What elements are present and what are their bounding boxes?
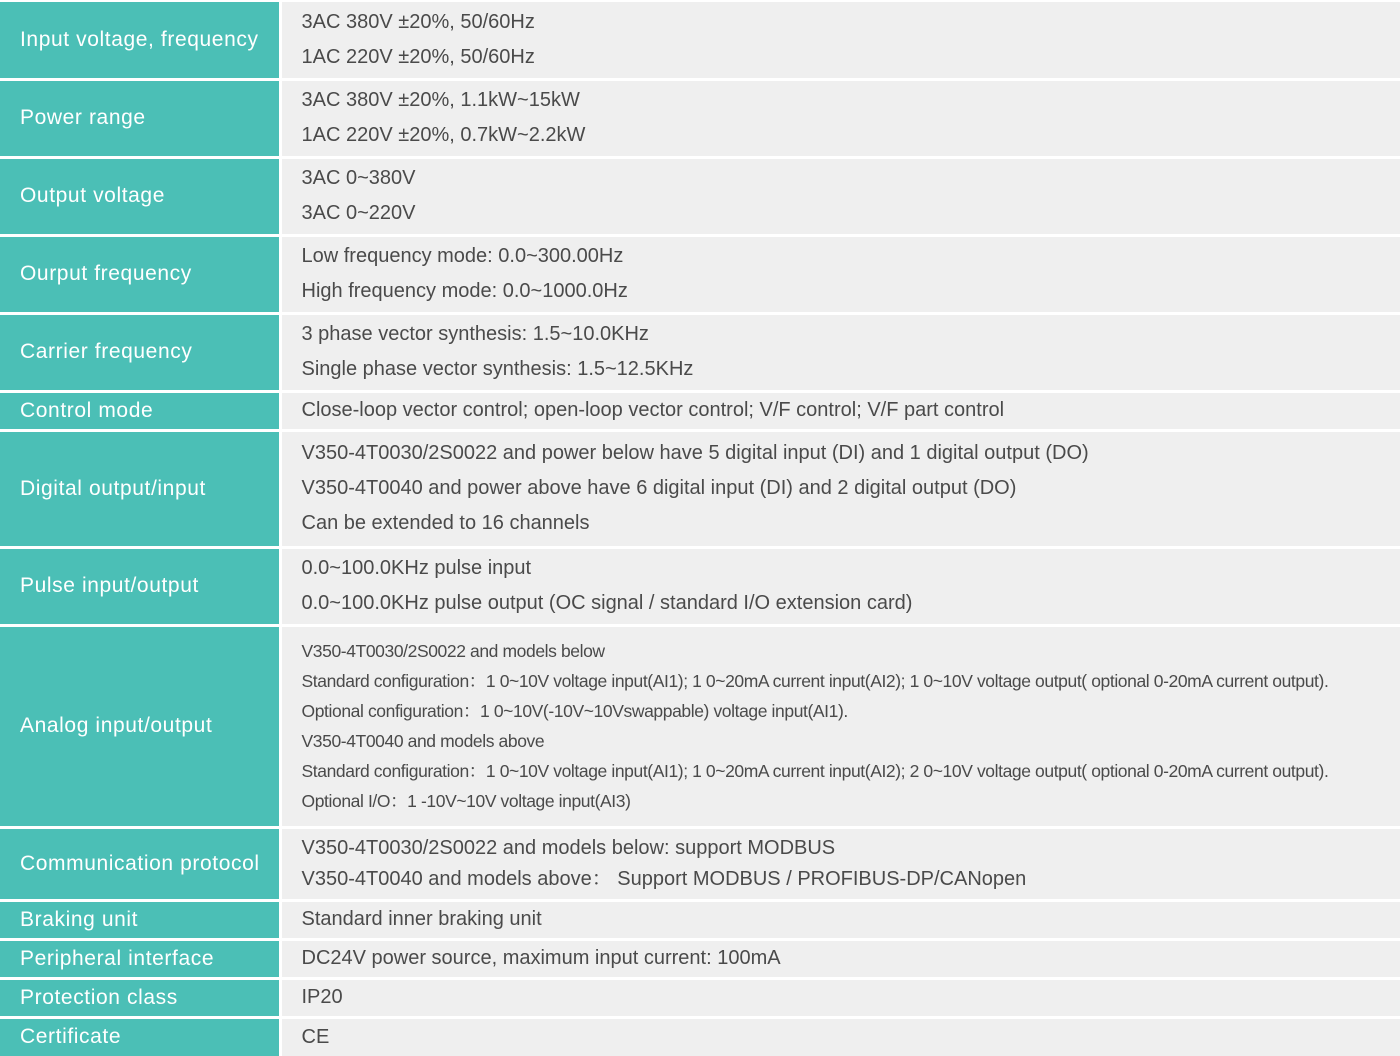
spec-value-line: 1AC 220V ±20%, 0.7kW~2.2kW (302, 118, 1400, 153)
spec-label: Peripheral interface (0, 939, 280, 978)
spec-row-output-voltage (0, 157, 1400, 235)
spec-value-line: Can be extended to 16 channels (302, 506, 1400, 541)
spec-row-power-range (0, 79, 1400, 157)
spec-value-line: V350-4T0040 and models above： Support MODBUS / PROFIBUS-DP/CANopen (302, 864, 1400, 895)
spec-row-input-voltage (0, 1, 1400, 79)
spec-value (280, 313, 1400, 391)
spec-row-certificate (0, 1017, 1400, 1056)
spec-value-line: Standard configuration：1 0~10V voltage input(AI1); 1 0~20mA current input(AI2); 2 0~10V voltage output( optional 0-20mA current output). (302, 756, 1400, 786)
spec-value (280, 79, 1400, 157)
spec-value-line: V350-4T0030/2S0022 and models below: support MODBUS (302, 833, 1400, 864)
spec-value (280, 1, 1400, 79)
spec-label: Output voltage (0, 157, 280, 235)
spec-value-line: CE (302, 1020, 1400, 1055)
spec-value (280, 430, 1400, 547)
spec-value (280, 625, 1400, 827)
spec-value-line: 3AC 0~220V (302, 196, 1400, 231)
spec-value (280, 157, 1400, 235)
spec-row-analog-io (0, 625, 1400, 827)
spec-value-line: Standard configuration：1 0~10V voltage input(AI1); 1 0~20mA current input(AI2); 1 0~10V voltage output( optional 0-20mA current output). (302, 666, 1400, 696)
spec-value-line: Single phase vector synthesis: 1.5~12.5KHz (302, 352, 1400, 387)
spec-value (280, 391, 1400, 430)
spec-value-line: Low frequency mode: 0.0~300.00Hz (302, 239, 1400, 274)
spec-value-line: 3AC 380V ±20%, 1.1kW~15kW (302, 83, 1400, 118)
spec-label: Ourput frequency (0, 235, 280, 313)
spec-row-braking-unit (0, 900, 1400, 939)
spec-label: Protection class (0, 978, 280, 1017)
spec-label: Control mode (0, 391, 280, 430)
spec-value (280, 939, 1400, 978)
spec-value (280, 900, 1400, 939)
spec-label: Communication protocol (0, 827, 280, 900)
spec-value-line: 3AC 0~380V (302, 161, 1400, 196)
spec-label: Certificate (0, 1017, 280, 1056)
spec-value-line: V350-4T0030/2S0022 and power below have 5 digital input (DI) and 1 digital output (DO) (302, 436, 1400, 471)
spec-value-line: 0.0~100.0KHz pulse input (302, 551, 1400, 586)
spec-label: Analog input/output (0, 625, 280, 827)
spec-row-communication-protocol (0, 827, 1400, 900)
spec-row-pulse-io (0, 547, 1400, 625)
spec-value-line: 0.0~100.0KHz pulse output (OC signal / standard I/O extension card) (302, 586, 1400, 621)
spec-label: Input voltage, frequency (0, 1, 280, 79)
spec-value-line: IP20 (302, 980, 1400, 1015)
spec-row-carrier-frequency (0, 313, 1400, 391)
spec-value-line: Optional configuration：1 0~10V(-10V~10Vswappable) voltage input(AI1). (302, 696, 1400, 726)
spec-row-digital-io (0, 430, 1400, 547)
spec-label: Power range (0, 79, 280, 157)
spec-value (280, 827, 1400, 900)
spec-row-output-frequency (0, 235, 1400, 313)
spec-value-line: 1AC 220V ±20%, 50/60Hz (302, 40, 1400, 75)
spec-value (280, 1017, 1400, 1056)
spec-value-line: Optional I/O：1 -10V~10V voltage input(AI3) (302, 786, 1400, 816)
spec-value-line: Standard inner braking unit (302, 902, 1400, 937)
spec-label: Pulse input/output (0, 547, 280, 625)
spec-row-protection-class (0, 978, 1400, 1017)
spec-value-line: V350-4T0030/2S0022 and models below (302, 636, 1400, 666)
spec-value (280, 547, 1400, 625)
spec-value (280, 235, 1400, 313)
spec-value-line: 3AC 380V ±20%, 50/60Hz (302, 5, 1400, 40)
spec-value-line: V350-4T0040 and models above (302, 726, 1400, 756)
spec-value-line: High frequency mode: 0.0~1000.0Hz (302, 274, 1400, 309)
spec-value-line: DC24V power source, maximum input current: 100mA (302, 941, 1400, 976)
spec-label: Digital output/input (0, 430, 280, 547)
spec-value-line: 3 phase vector synthesis: 1.5~10.0KHz (302, 317, 1400, 352)
spec-row-peripheral-interface (0, 939, 1400, 978)
spec-row-control-mode (0, 391, 1400, 430)
spec-label: Carrier frequency (0, 313, 280, 391)
spec-value-line: Close-loop vector control; open-loop vector control; V/F control; V/F part control (302, 393, 1400, 428)
spec-value-line: V350-4T0040 and power above have 6 digital input (DI) and 2 digital output (DO) (302, 471, 1400, 506)
spec-label: Braking unit (0, 900, 280, 939)
spec-value (280, 978, 1400, 1017)
